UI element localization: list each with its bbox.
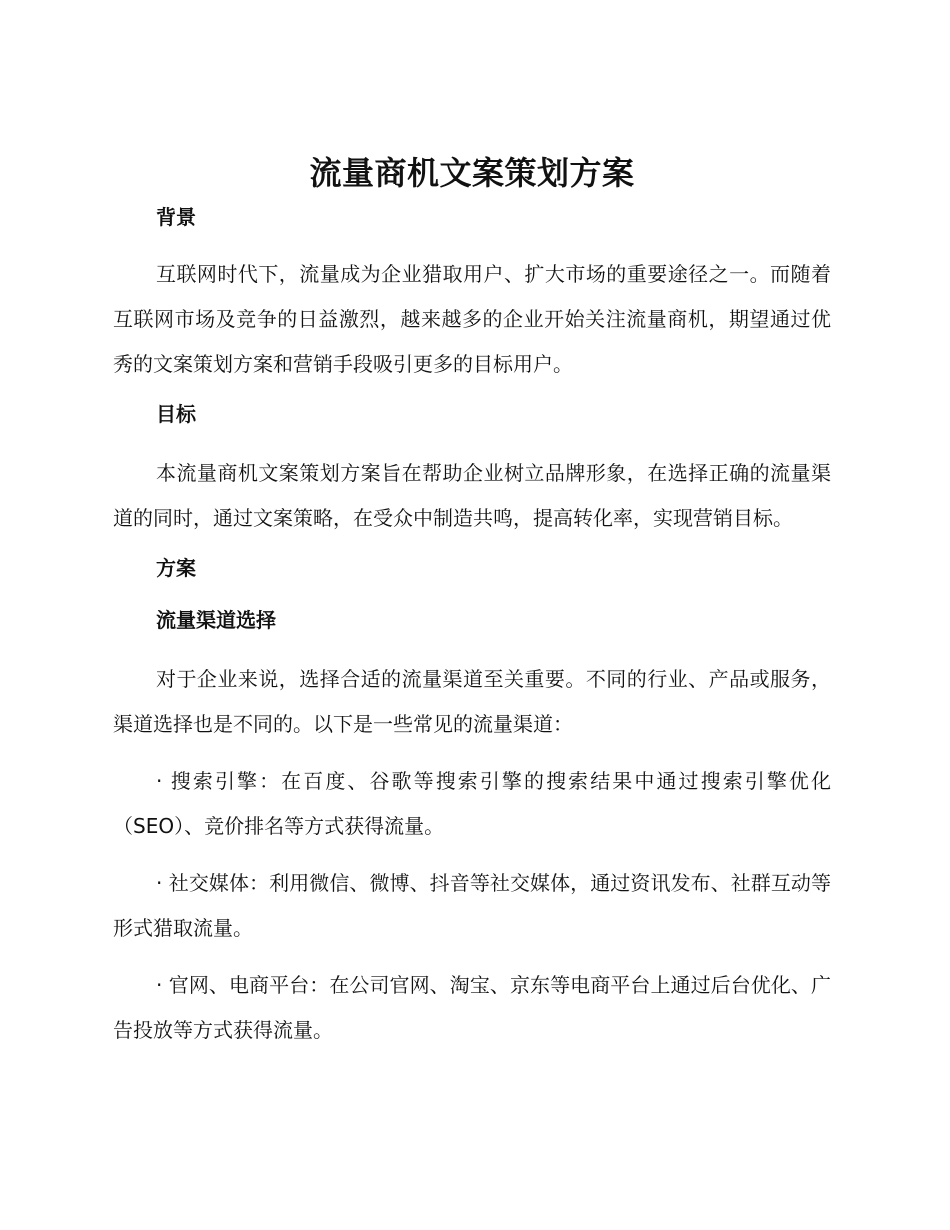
document-page	[113, 150, 831, 1065]
goal-paragraph: 本流量商机文案策划方案旨在帮助企业树立品牌形象，在选择正确的流量渠道的同时，通过文案策略，在受众中制造共鸣，提高转化率，实现营销目标。	[113, 461, 831, 530]
subheading-channel-selection: 流量渠道选择	[156, 608, 276, 632]
channel-item-social-media: · 社交媒体：利用微信、微博、抖音等社交媒体，通过资讯发布、社群互动等形式猎取流量。	[113, 871, 831, 940]
section-heading-plan: 方案	[156, 556, 196, 580]
channel-item-search-engine: · 搜索引擎：在百度、谷歌等搜索引擎的搜索结果中通过搜索引擎优化（SEO）、竞价排名等方式获得流量。	[113, 769, 831, 838]
channel-item-official-ecommerce: · 官网、电商平台：在公司官网、淘宝、京东等电商平台上通过后台优化、广告投放等方式获得流量。	[113, 973, 831, 1042]
section-heading-goal: 目标	[156, 402, 196, 426]
channel-intro-paragraph: 对于企业来说，选择合适的流量渠道至关重要。不同的行业、产品或服务，渠道选择也是不同的。以下是一些常见的流量渠道：	[113, 667, 831, 736]
document-title: 流量商机文案策划方案	[309, 154, 635, 192]
section-heading-background: 背景	[156, 205, 196, 229]
background-paragraph: 互联网时代下，流量成为企业猎取用户、扩大市场的重要途径之一。而随着互联网市场及竞争的日益激烈，越来越多的企业开始关注流量商机，期望通过优秀的文案策划方案和营销手段吸引更多的目标用户。	[113, 262, 831, 376]
